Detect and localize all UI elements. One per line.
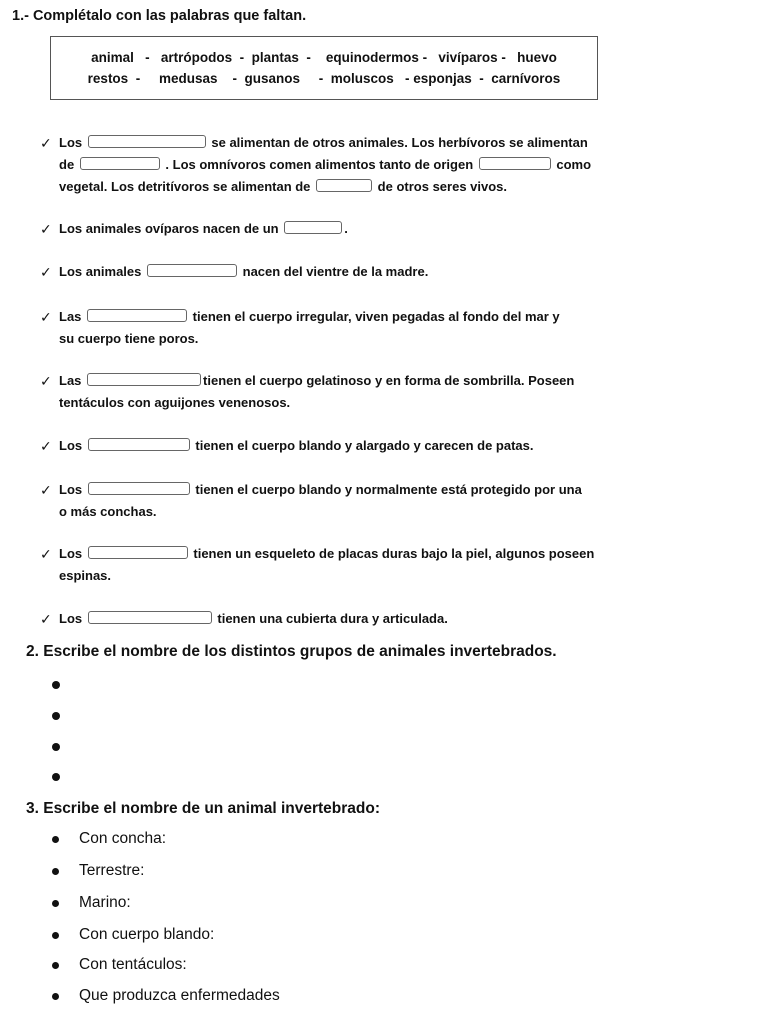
check-mark-icon: ✓ xyxy=(40,546,52,562)
answer-blank[interactable] xyxy=(147,264,237,277)
item-text: tienen un esqueleto de placas duras bajo la piel, algunos poseen xyxy=(193,546,595,561)
list-item xyxy=(52,830,166,848)
list-item-label: Que produzca enfermedades xyxy=(79,987,280,1004)
fill-in-item xyxy=(40,608,640,630)
item-text: . xyxy=(344,221,348,236)
check-mark-icon: ✓ xyxy=(40,135,52,151)
list-item-label: Con tentáculos: xyxy=(79,956,187,973)
item-text: vegetal. Los detritívoros se alimentan de xyxy=(59,179,311,194)
answer-blank[interactable] xyxy=(80,157,160,170)
word-bank-row: animal - artrópodos - plantas - equinodermos - vivíparos - huevo xyxy=(91,50,557,65)
check-mark-icon: ✓ xyxy=(40,611,52,627)
item-text: Los animales xyxy=(59,264,142,279)
bullet-icon xyxy=(52,932,59,939)
fill-in-item xyxy=(40,435,640,457)
fill-in-item xyxy=(40,370,640,414)
item-text: nacen del vientre de la madre. xyxy=(242,264,429,279)
bullet-icon xyxy=(52,743,60,751)
item-text: tentáculos con aguijones venenosos. xyxy=(59,395,291,410)
list-item xyxy=(52,894,131,912)
answer-blank[interactable] xyxy=(87,373,201,386)
item-text: Los animales ovíparos nacen de un xyxy=(59,221,279,236)
list-item-label: Con concha: xyxy=(79,830,167,847)
item-text: tienen el cuerpo blando y normalmente está protegido por una xyxy=(195,482,582,497)
fill-in-item xyxy=(40,132,640,198)
item-text: como xyxy=(556,157,592,172)
list-item xyxy=(52,862,144,880)
item-text: Los xyxy=(59,438,83,453)
item-text: Los xyxy=(59,135,83,150)
check-mark-icon: ✓ xyxy=(40,438,52,454)
check-mark-icon: ✓ xyxy=(40,373,52,389)
fill-in-item xyxy=(40,543,640,587)
fill-in-item xyxy=(40,218,640,240)
item-text: tienen el cuerpo irregular, viven pegadas al fondo del mar y xyxy=(192,309,560,324)
fill-in-item xyxy=(40,261,640,283)
item-text: se alimentan de otros animales. Los herbívoros se alimentan xyxy=(211,135,588,150)
section1-title: 1.- Complétalo con las palabras que faltan. xyxy=(12,8,307,24)
item-text: Las xyxy=(59,373,82,388)
bullet-icon xyxy=(52,993,59,1000)
answer-blank[interactable] xyxy=(88,438,190,451)
bullet-icon xyxy=(52,900,59,907)
bullet-icon xyxy=(52,836,59,843)
check-mark-icon: ✓ xyxy=(40,221,52,237)
check-mark-icon: ✓ xyxy=(40,264,52,280)
list-item-label: Con cuerpo blando: xyxy=(79,926,215,943)
item-text: tienen el cuerpo blando y alargado y carecen de patas. xyxy=(195,438,534,453)
list-item xyxy=(52,987,280,1005)
answer-blank[interactable] xyxy=(284,221,342,234)
answer-blank[interactable] xyxy=(316,179,372,192)
word-bank-row: restos - medusas - gusanos - moluscos - esponjas - carnívoros xyxy=(87,71,561,86)
item-text: Los xyxy=(59,611,83,626)
list-item-label: Marino: xyxy=(79,894,131,911)
item-text: . Los omnívoros comen alimentos tanto de origen xyxy=(165,157,474,172)
item-text: de xyxy=(59,157,75,172)
section2-title: 2. Escribe el nombre de los distintos grupos de animales invertebrados. xyxy=(26,643,557,660)
item-text: Las xyxy=(59,309,82,324)
item-text: su cuerpo tiene poros. xyxy=(59,331,199,346)
word-bank xyxy=(50,36,598,100)
bullet-icon xyxy=(52,773,60,781)
answer-blank[interactable] xyxy=(88,611,212,624)
answer-blank[interactable] xyxy=(479,157,551,170)
fill-in-item xyxy=(40,479,640,523)
item-text: tienen el cuerpo gelatinoso y en forma de sombrilla. Poseen xyxy=(203,373,575,388)
item-text: espinas. xyxy=(59,568,112,583)
answer-blank[interactable] xyxy=(88,135,206,148)
list-item xyxy=(52,956,187,974)
bullet-icon xyxy=(52,712,60,720)
list-item-label: Terrestre: xyxy=(79,862,145,879)
answer-blank[interactable] xyxy=(88,546,188,559)
bullet-icon xyxy=(52,868,59,875)
answer-blank[interactable] xyxy=(88,482,190,495)
item-text: o más conchas. xyxy=(59,504,157,519)
list-item xyxy=(52,926,214,944)
bullet-icon xyxy=(52,962,59,969)
item-text: Los xyxy=(59,546,83,561)
check-mark-icon: ✓ xyxy=(40,482,52,498)
item-text: de otros seres vivos. xyxy=(377,179,508,194)
fill-in-item xyxy=(40,306,640,350)
check-mark-icon: ✓ xyxy=(40,309,52,325)
item-text: Los xyxy=(59,482,83,497)
item-text: tienen una cubierta dura y articulada. xyxy=(217,611,448,626)
answer-blank[interactable] xyxy=(87,309,187,322)
bullet-icon xyxy=(52,681,60,689)
section3-title: 3. Escribe el nombre de un animal invertebrado: xyxy=(26,800,381,817)
